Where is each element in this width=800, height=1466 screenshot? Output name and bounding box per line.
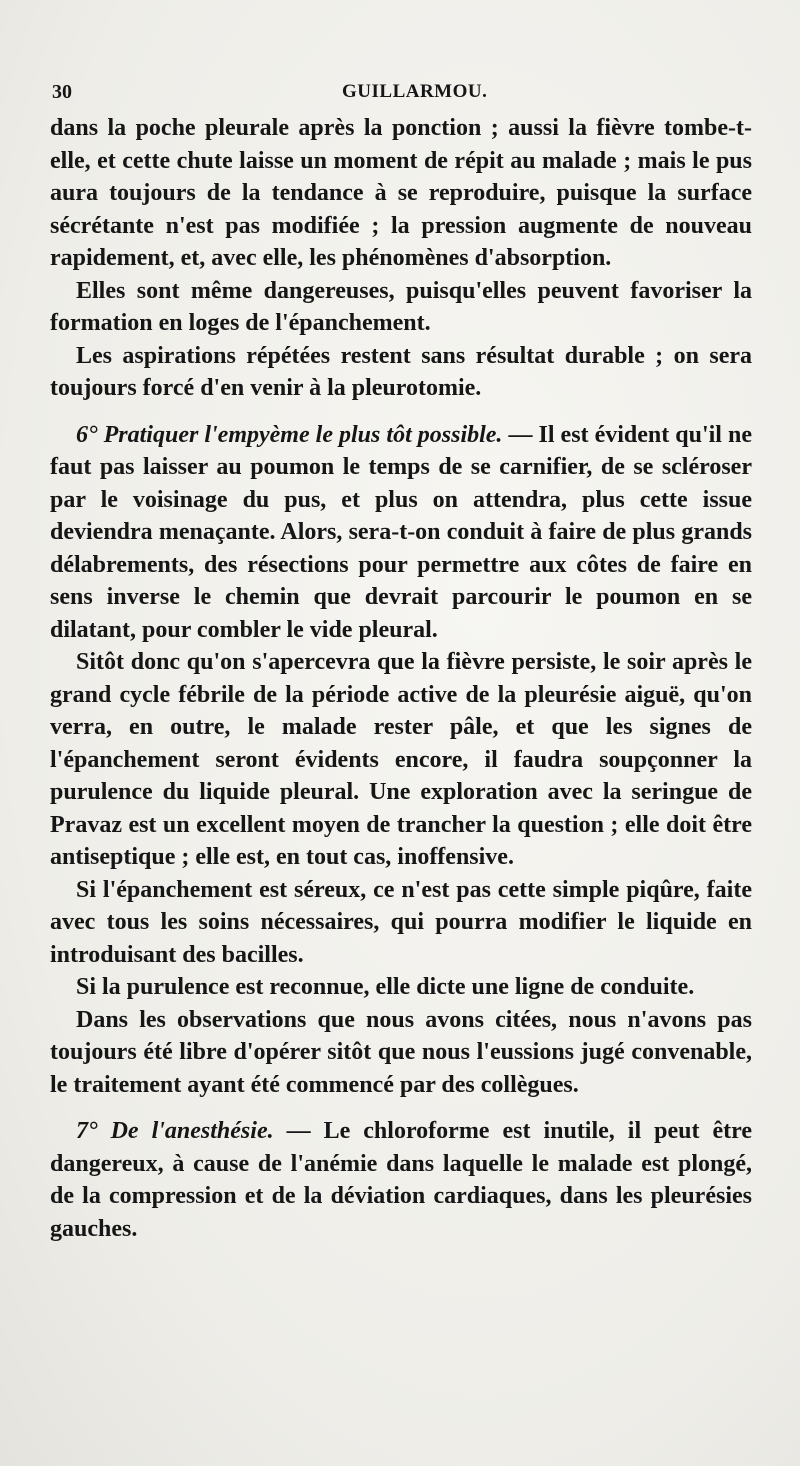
paragraph: Dans les observations que nous avons citées, nous n'avons pas toujours été libre d'opérer sitôt que nous l'eussions jugé convenable, le traitement ayant été commencé par des collègues.	[50, 1006, 752, 1098]
section-text-6: — Il est évident qu'il ne faut pas laisser au poumon le temps de se carnifier, de se scléroser par le voisinage du pus, et plus on attendra, plus cette issue deviendra menaçante. Alors, sera-t-on conduit à faire de plus grands délabrements, des résections pour permettre aux côtes de faire en sens inverse le chemin que devrait parcourir le poumon en se dilatant, pour combler le vide pleural.	[50, 421, 752, 643]
paragraph-continuation: dans la poche pleurale après la ponction ; aussi la fièvre tombe-t-elle, et cette chute laisse un moment de répit au malade ; mais le pus aura toujours de la tendance à se reproduire, puisque la surface sécrétante n'est pas modifiée ; la pression augmente de nouveau rapidement, et, avec elle, les phénomènes d'absorption.	[50, 115, 752, 271]
section-paragraph-7	[50, 1115, 752, 1245]
running-head: GUILLARMOU.	[342, 81, 488, 102]
section-paragraph-6	[50, 419, 752, 647]
section-heading-7: 7° De l'anesthésie.	[76, 1118, 274, 1144]
paragraph: Elles sont même dangereuses, puisqu'elles peuvent favoriser la formation en loges de l'épanchement.	[50, 277, 752, 336]
section-text-7: — Le chloroforme est inutile, il peut être dangereux, à cause de l'anémie dans laquelle le malade est plongé, de la compression et de la déviation cardiaques, dans les pleurésies gauches.	[50, 1118, 753, 1242]
paragraph: Sitôt donc qu'on s'apercevra que la fièvre persiste, le soir après le grand cycle fébrile de la période active de la pleurésie aiguë, qu'on verra, en outre, le malade rester pâle, et que les signes de l'épanchement seront évidents encore, il faudra soupçonner la purulence du liquide pleural. Une exploration avec la seringue de Pravaz est un excellent moyen de trancher la question ; elle doit être antiseptique ; elle est, en tout cas, inoffensive.	[50, 649, 752, 870]
page-header	[52, 81, 752, 109]
paragraph: Si la purulence est reconnue, elle dicte une ligne de conduite.	[76, 974, 695, 1000]
section-heading-6: 6° Pratiquer l'empyème le plus tôt possible.	[76, 421, 503, 448]
page-number: 30	[52, 81, 72, 103]
body-text	[50, 112, 752, 1245]
paragraph: Si l'épanchement est séreux, ce n'est pas cette simple piqûre, faite avec tous les soins nécessaires, qui pourra modifier le liquide en introduisant des bacilles.	[50, 876, 752, 968]
paragraph: Les aspirations répétées restent sans résultat durable ; on sera toujours forcé d'en venir à la pleurotomie.	[50, 342, 752, 401]
